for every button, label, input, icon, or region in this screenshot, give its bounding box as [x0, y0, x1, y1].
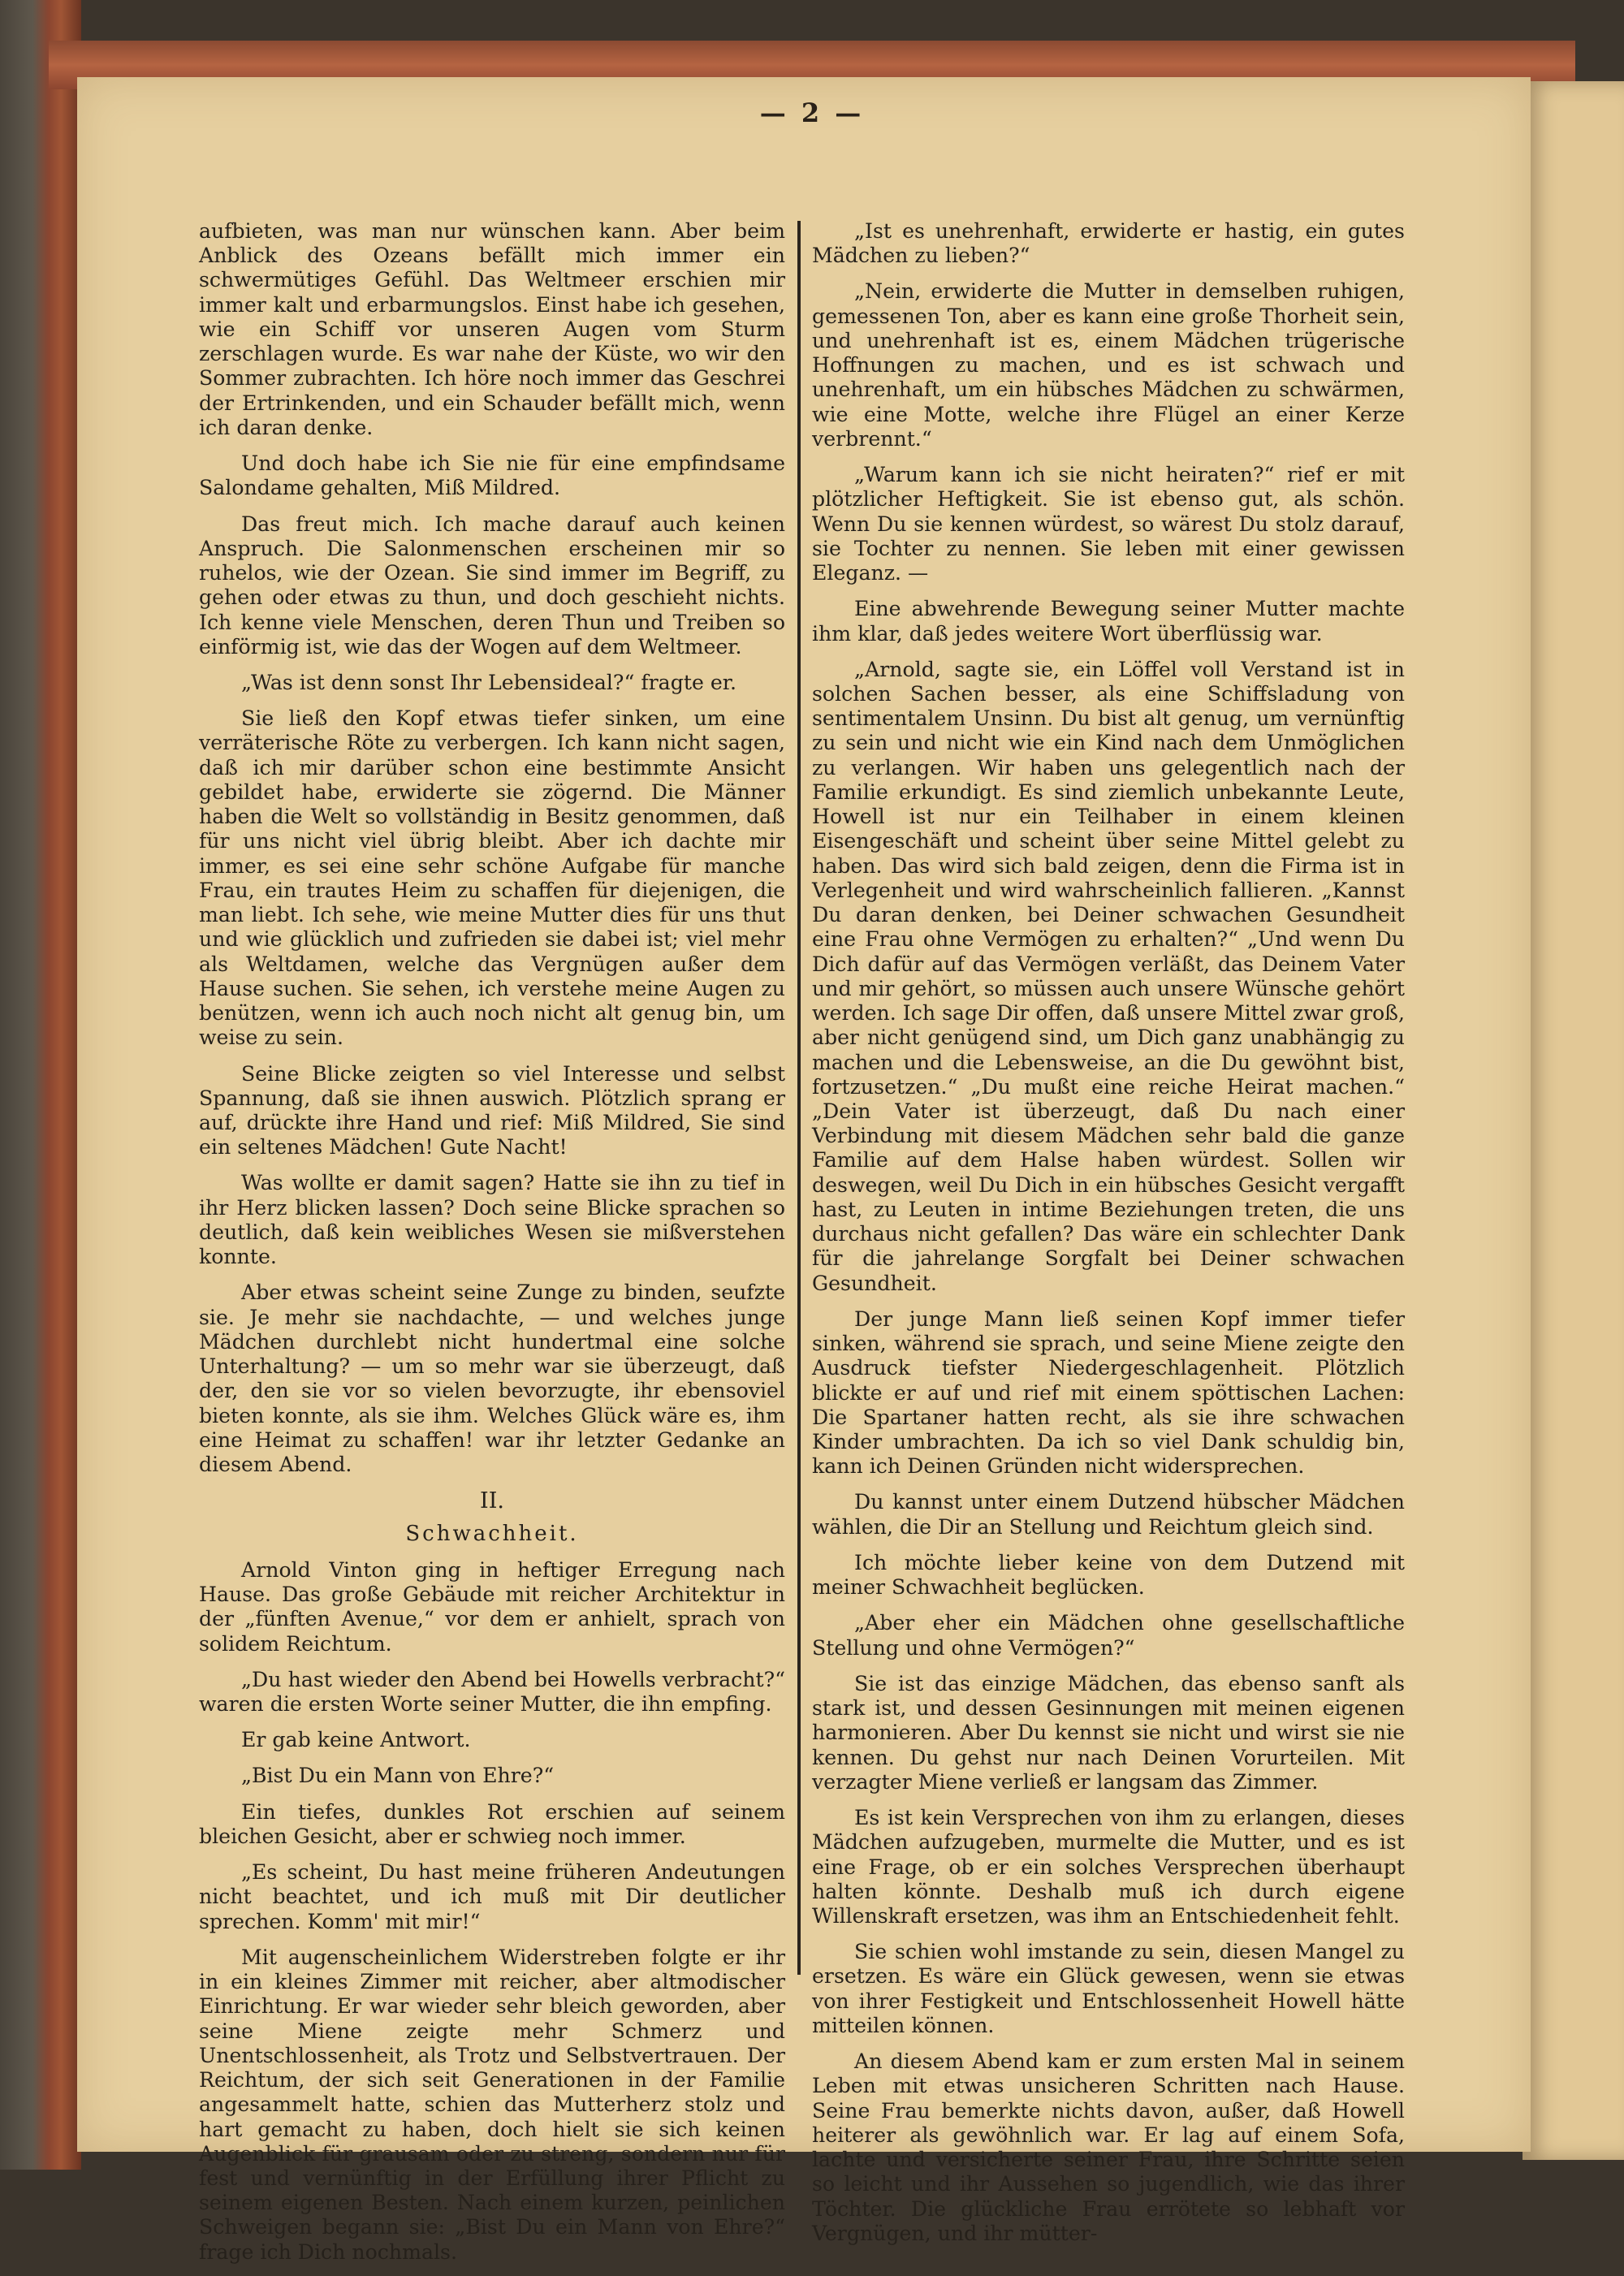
paragraph: aufbieten, was man nur wünschen kann. Aber beim Anblick des Ozeans befällt mich immer ein schwermütiges Gefühl. Das Weltmeer erschien mir immer kalt und erbarmungslos. Einst habe ich gesehen, wie ein Schiff vor unseren Augen vom Sturm zerschlagen wurde. Es war nahe der Küste, wo wir den Sommer zubrachten. Ich höre noch immer das Geschrei der Ertrinkenden, und ein Schauder befällt mich, wenn ich daran denke. — [199, 219, 785, 439]
paragraph: Du kannst unter einem Dutzend hübscher Mädchen wählen, die Dir an Stellung und Reichtum gleich sind. — [812, 1490, 1405, 1539]
paragraph: „Ist es unehrenhaft, erwiderte er hastig, ein gutes Mädchen zu lieben?“ — [812, 219, 1405, 268]
paragraph: Es ist kein Versprechen von ihm zu erlangen, dieses Mädchen aufzugeben, murmelte die Mutter, und es ist eine Frage, ob er ein solches Versprechen überhaupt halten könnte. Deshalb muß ich durch eigene Willenskraft ersetzen, was ihm an Entschiedenheit fehlt. — [812, 1806, 1405, 1928]
paragraph: „Arnold, sagte sie, ein Löffel voll Verstand ist in solchen Sachen besser, als eine Schiffsladung von sentimentalem Unsinn. Du bist alt genug, um vernünftig zu sein und nicht wie ein Kind nach dem Unmöglichen zu verlangen. Wir haben uns gelegentlich nach der Familie erkundigt. Es sind ziemlich unbekannte Leute, Howell ist nur ein Teilhaber in einem kleinen Eisengeschäft und scheint über seine Mittel gelebt zu haben. Das wird sich bald zeigen, denn die Firma ist in Verlegenheit und wird wahrscheinlich fallieren. „Kannst Du daran denken, bei Deiner schwachen Gesundheit eine Frau ohne Vermögen zu erhalten?“ „Und wenn Du Dich dafür auf das Vermögen verläßt, das Deinem Vater und mir gehört, so müssen auch unsere Wünsche gehört werden. Ich sage Dir offen, daß unsere Mittel zwar groß, aber nicht genügend sind, um Dich ganz unabhängig zu machen und die Lebensweise, an die Du gewöhnt bist, fortzusetzen.“ „Du mußt eine reiche Heirat machen.“ „Dein Vater ist überzeugt, daß Du nach einer Verbindung mit diesem Mädchen sehr bald die ganze Familie auf dem Halse haben würdest. Sollen wir deswegen, weil Du Dich in ein hübsches Gesicht vergafft hast, zu Leuten in intime Beziehungen treten, die uns durchaus nicht gefallen? Das wäre ein schlechter Dank für die jahrelange Sorgfalt bei Deiner schwachen Gesundheit. — [812, 657, 1405, 1295]
paragraph: „Aber eher ein Mädchen ohne gesellschaftliche Stellung und ohne Vermögen?“ — [812, 1611, 1405, 1660]
paragraph: Sie ist das einzige Mädchen, das ebenso sanft als stark ist, und dessen Gesinnungen mit meinen eigenen harmonieren. Aber Du kennst sie nicht und wirst sie nie kennen. Du gehst nur nach Deinen Vorurteilen. Mit verzagter Miene verließ er langsam das Zimmer. — [812, 1671, 1405, 1794]
paragraph: Seine Blicke zeigten so viel Interesse und selbst Spannung, daß sie ihnen auswich. Plötzlich sprang er auf, drückte ihre Hand und rief: Miß Mildred, Sie sind ein seltenes Mädchen! Gute Nacht! — [199, 1061, 785, 1160]
paragraph: Eine abwehrende Bewegung seiner Mutter machte ihm klar, daß jedes weitere Wort überflüssig war. — [812, 597, 1405, 646]
paragraph: Was wollte er damit sagen? Hatte sie ihn zu tief in ihr Herz blicken lassen? Doch seine Blicke sprachen so deutlich, daß kein weibliches Wesen sie mißverstehen konnte. — [199, 1171, 785, 1269]
right-column — [812, 219, 1405, 2257]
paragraph: „Was ist denn sonst Ihr Lebensideal?“ fragte er. — [241, 670, 737, 694]
paragraph: Das freut mich. Ich mache darauf auch keinen Anspruch. Die Salonmenschen erscheinen mir so ruhelos, wie der Ozean. Sie sind immer im Begriff, zu gehen oder etwas zu thun, und doch geschieht nichts. Ich kenne viele Menschen, deren Thun und Treiben so einförmig ist, wie das der Wogen auf dem Weltmeer. — [199, 512, 785, 659]
section-title: Schwachheit. — [405, 1521, 579, 1546]
adjacent-page-edge — [1522, 81, 1624, 2160]
paragraph: Mit augenscheinlichem Widerstreben folgte er ihr in ein kleines Zimmer mit reicher, aber altmodischer Einrichtung. Er war wieder sehr bleich geworden, aber seine Miene zeigte mehr Schmerz und Unentschlossenheit, als Trotz und Selbstvertrauen. Der Reichtum, der sich seit Generationen in der Familie angesammelt hatte, schien das Mutterherz stolz und hart gemacht zu haben, doch hielt sie sich keinen Augenblick für grausam oder zu streng, sondern nur für fest und vernünftig in der Erfüllung ihrer Pflicht zu seinem eigenen Besten. Nach einem kurzen, peinlichen Schweigen begann sie: „Bist Du ein Mann von Ehre?“ frage ich Dich nochmals. — [199, 1945, 785, 2264]
paragraph: „Du hast wieder den Abend bei Howells verbracht?“ waren die ersten Worte seiner Mutter, die ihn empfing. — [199, 1667, 785, 1716]
page-number: — 2 — — [759, 97, 865, 128]
paragraph: „Es scheint, Du hast meine früheren Andeutungen nicht beachtet, und ich muß mit Dir deutlicher sprechen. Komm' mit mir!“ — [199, 1860, 785, 1933]
paragraph: Sie ließ den Kopf etwas tiefer sinken, um eine verräterische Röte zu verbergen. Ich kann nicht sagen, daß ich mir darüber schon eine bestimmte Ansicht gebildet habe, erwiderte sie zögernd. Die Männer haben die Welt so vollständig in Besitz genommen, daß für uns nicht viel übrig bleibt. Aber ich dachte mir immer, es sei eine sehr schöne Aufgabe für manche Frau, ein trautes Heim zu schaffen für diejenigen, die man liebt. Ich sehe, wie meine Mutter dies für uns thut und wie glücklich und zufrieden sie dabei ist; viel mehr als Weltdamen, welche das Vergnügen außer dem Hause suchen. Sie sehen, ich verstehe meine Augen zu benützen, wenn ich auch noch nicht alt genug bin, um weise zu sein. — [199, 706, 785, 1050]
column-divider — [797, 221, 801, 1975]
paragraph: „Bist Du ein Mann von Ehre?“ — [241, 1764, 555, 1788]
paragraph: Aber etwas scheint seine Zunge zu binden, seufzte sie. Je mehr sie nachdachte, — und welches junge Mädchen durchlebt nicht hundertmal eine solche Unterhaltung? — um so mehr war sie überzeugt, daß der, den sie vor so vielen bevorzugte, ihr ebensoviel bieten konnte, als sie ihm. Welches Glück wäre es, ihm eine Heimat zu schaffen! war ihr letzter Gedanke an diesem Abend. — [199, 1281, 785, 1477]
paragraph: Sie schien wohl imstande zu sein, diesen Mangel zu ersetzen. Es wäre ein Glück gewesen, wenn sie etwas von ihrer Festigkeit und Entschlossenheit Howell hätte mitteilen können. — [812, 1940, 1405, 2037]
paragraph: „Nein, erwiderte die Mutter in demselben ruhigen, gemessenen Ton, aber es kann eine große Thorheit sein, und unehrenhaft ist es, einem Mädchen trügerische Hoffnungen zu machen, und es ist schwach und unehrenhaft, um ein hübsches Mädchen zu schwärmen, wie eine Motte, welche ihre Flügel an einer Kerze verbrennt.“ — [812, 279, 1405, 451]
paragraph: Ein tiefes, dunkles Rot erschien auf seinem bleichen Gesicht, aber er schwieg noch immer. — [199, 1799, 785, 1848]
book-binding — [0, 0, 81, 2170]
paragraph: „Warum kann ich sie nicht heiraten?“ rief er mit plötzlicher Heftigkeit. Sie ist ebenso gut, als schön. Wenn Du sie kennen würdest, so wärest Du stolz darauf, sie Tochter zu nennen. Sie leben mit einer gewissen Eleganz. — — [812, 463, 1405, 585]
paragraph: Er gab keine Antwort. — [241, 1728, 471, 1752]
paragraph: Der junge Mann ließ seinen Kopf immer tiefer sinken, während sie sprach, und seine Miene zeigte den Ausdruck tiefster Niedergeschlagenheit. Plötzlich blickte er auf und rief mit einem spöttischen Lachen: Die Spartaner hatten recht, als sie ihre schwachen Kinder umbrachten. Da ich so viel Dank schuldig bin, kann ich Deinen Gründen nicht widersprechen. — [812, 1306, 1405, 1479]
paragraph: Arnold Vinton ging in heftiger Erregung nach Hause. Das große Gebäude mit reicher Architektur in der „fünften Avenue,“ vor dem er anhielt, sprach von solidem Reichtum. — [199, 1557, 785, 1656]
left-column — [199, 219, 785, 2276]
paragraph: An diesem Abend kam er zum ersten Mal in seinem Leben mit etwas unsicheren Schritten nach Hause. Seine Frau bemerkte nichts davon, außer, daß Howell heiterer als gewöhnlich war. Er lag auf einem Sofa, lachte und versicherte seiner Frau, ihre Schritte seien so leicht und ihr Aussehen so jugendlich, wie das ihrer Töchter. Die glückliche Frau errötete so lebhaft vor Vergnügen, und ihr mütter- — [812, 2049, 1405, 2245]
paragraph: Ich möchte lieber keine von dem Dutzend mit meiner Schwachheit beglücken. — [812, 1550, 1405, 1600]
section-numeral: II. — [480, 1488, 504, 1514]
paragraph: Und doch habe ich Sie nie für eine empfindsame Salondame gehalten, Miß Mildred. — [199, 451, 785, 500]
